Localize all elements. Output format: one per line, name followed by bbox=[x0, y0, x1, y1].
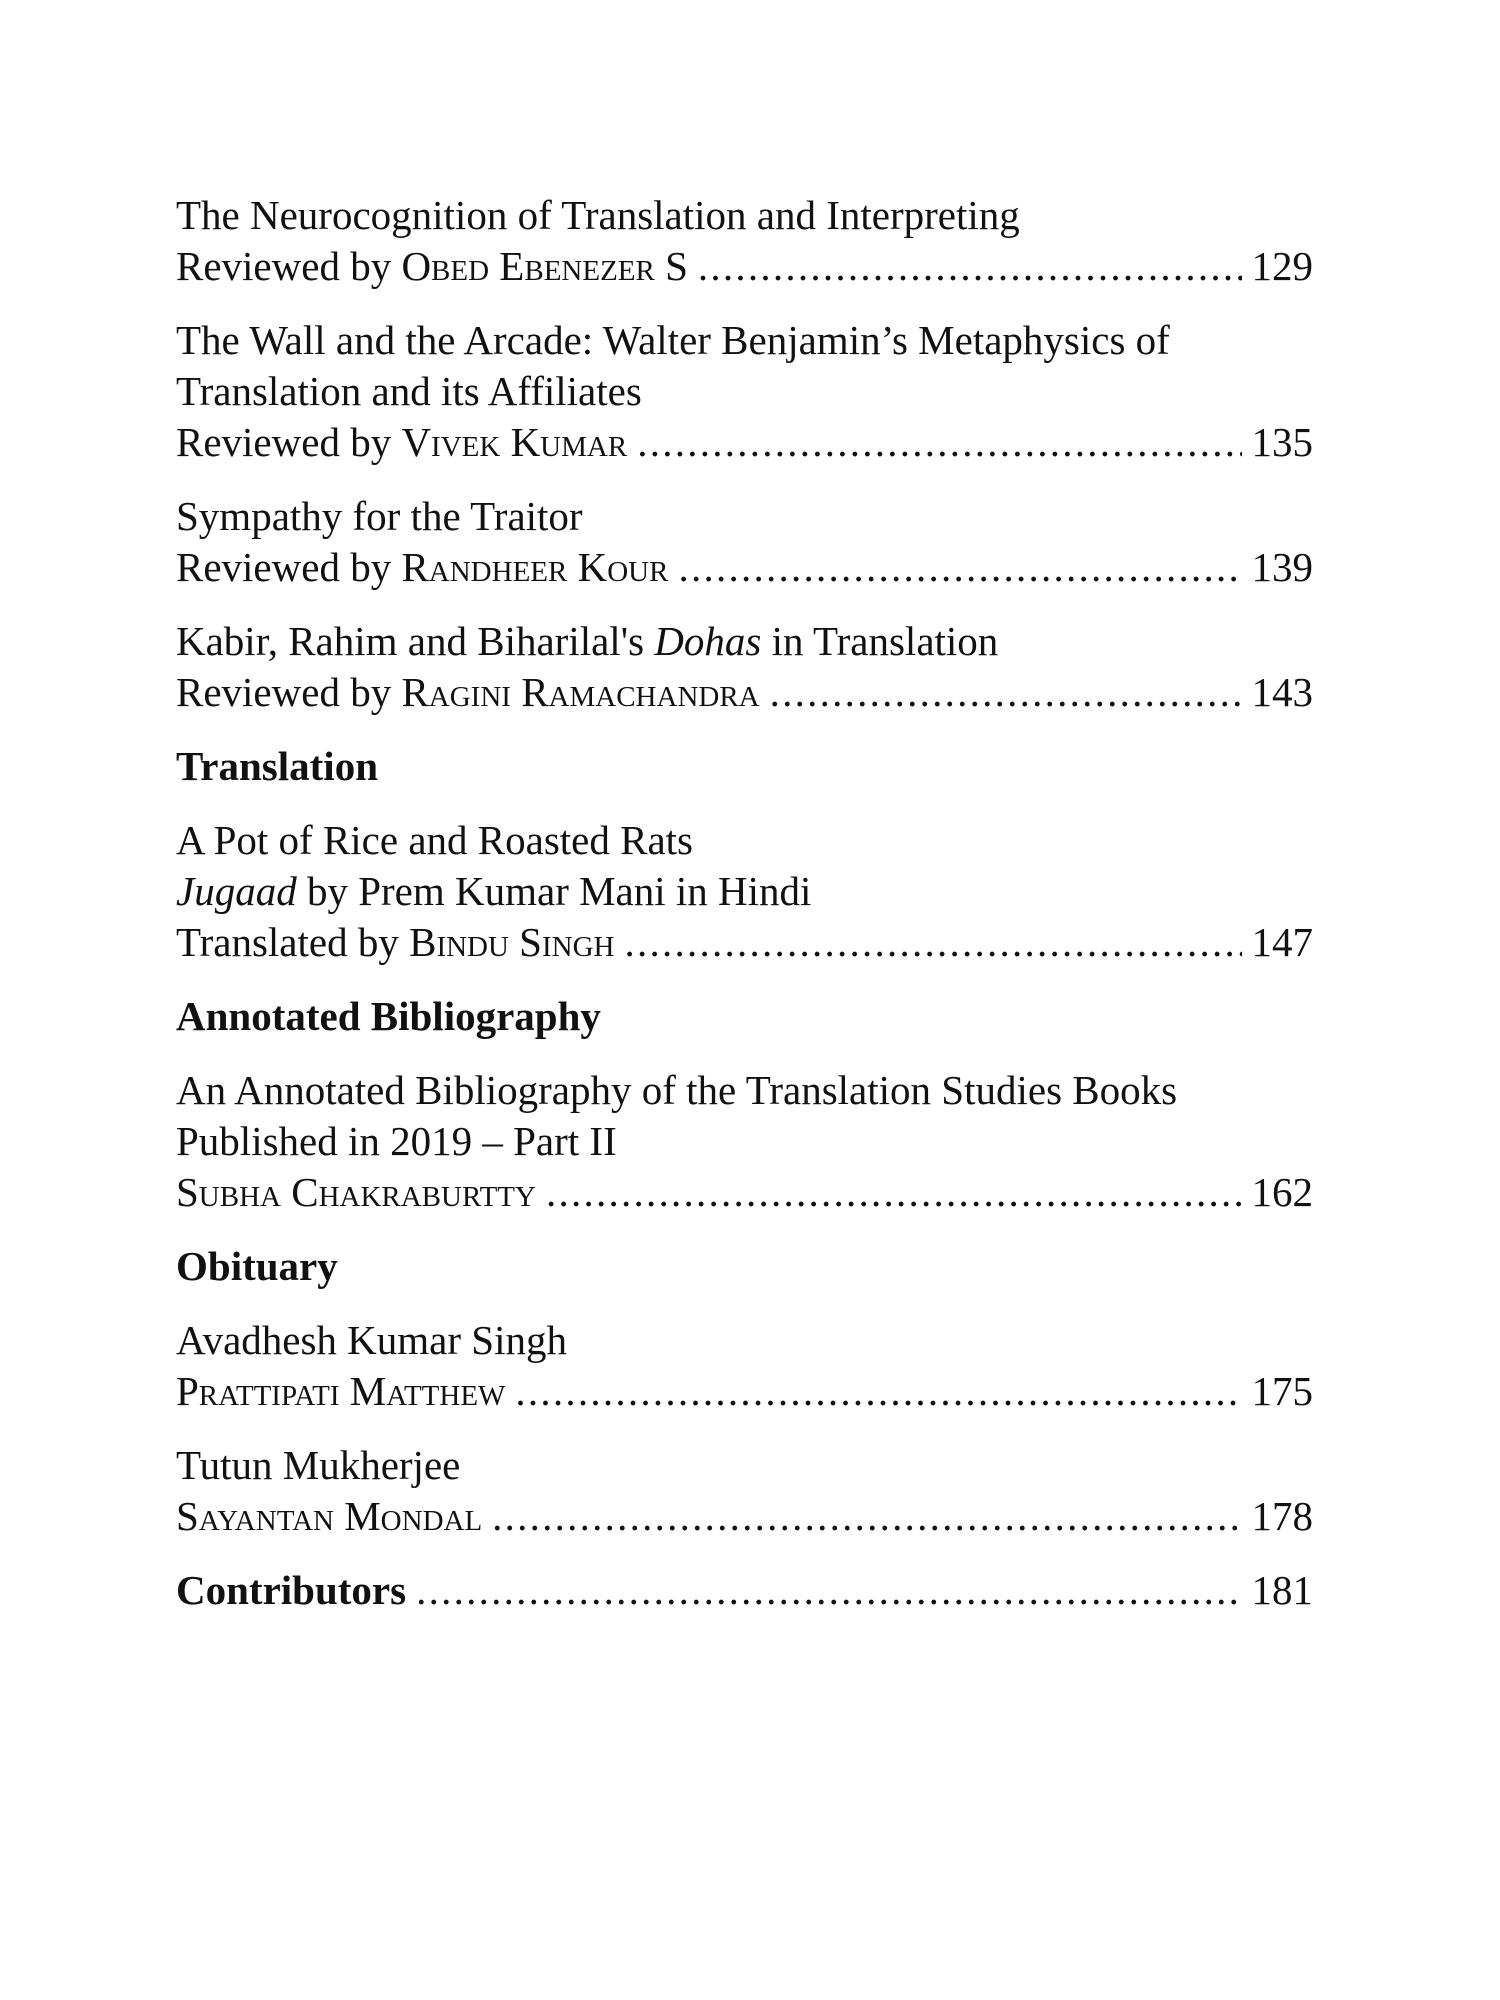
page-number: 175 bbox=[1251, 1368, 1313, 1414]
entry-byline bbox=[176, 1167, 1313, 1218]
dot-leader bbox=[770, 667, 1242, 718]
dot-leader bbox=[678, 542, 1241, 593]
entry-title-continued: Published in 2019 – Part II bbox=[176, 1118, 617, 1164]
page-number: 178 bbox=[1251, 1493, 1313, 1539]
byline-prefix: Reviewed by bbox=[176, 243, 402, 289]
entry-byline bbox=[176, 1366, 1313, 1417]
author-name: Prattipati Matthew bbox=[176, 1368, 506, 1414]
byline-prefix: Reviewed by bbox=[176, 669, 402, 715]
toc-entry bbox=[176, 315, 1313, 468]
byline-prefix: Translated by bbox=[176, 919, 410, 965]
entry-byline bbox=[176, 667, 1313, 718]
dot-leader bbox=[624, 917, 1241, 968]
author-name: Obed Ebenezer S bbox=[401, 243, 688, 289]
section-heading-translation: Translation bbox=[176, 743, 378, 789]
page-number: 143 bbox=[1251, 669, 1313, 715]
entry-title: A Pot of Rice and Roasted Rats bbox=[176, 817, 694, 863]
entry-title-continued: Translation and its Affiliates bbox=[176, 368, 642, 414]
toc-entry bbox=[176, 1065, 1313, 1218]
byline-prefix: Reviewed by bbox=[176, 544, 402, 590]
entry-byline bbox=[176, 917, 1313, 968]
author-name: Bindu Singh bbox=[409, 919, 615, 965]
toc-entry bbox=[176, 1440, 1313, 1542]
entry-byline bbox=[176, 241, 1313, 292]
author-name: Subha Chakraburtty bbox=[176, 1169, 536, 1215]
toc-entry bbox=[176, 1315, 1313, 1417]
author-name: Vivek Kumar bbox=[401, 419, 628, 465]
dot-leader bbox=[546, 1167, 1242, 1218]
author-name: Sayantan Mondal bbox=[176, 1493, 483, 1539]
section-heading-obituary: Obituary bbox=[176, 1243, 338, 1289]
dot-leader bbox=[637, 417, 1241, 468]
toc-entry bbox=[176, 616, 1313, 718]
entry-source bbox=[176, 866, 1313, 917]
author-name: Randheer Kour bbox=[401, 544, 669, 590]
entry-byline bbox=[176, 542, 1313, 593]
entry-byline bbox=[176, 417, 1313, 468]
page-number: 135 bbox=[1251, 419, 1313, 465]
page-number: 162 bbox=[1251, 1169, 1313, 1215]
title-text: Kabir, Rahim and Biharilal's bbox=[176, 618, 655, 664]
source-title-italic: Jugaad bbox=[176, 868, 297, 914]
table-of-contents bbox=[176, 190, 1313, 1616]
dot-leader bbox=[416, 1565, 1241, 1616]
page-number: 181 bbox=[1251, 1567, 1313, 1613]
page-number: 147 bbox=[1251, 919, 1313, 965]
toc-entry-contributors bbox=[176, 1565, 1313, 1616]
section-heading-bibliography: Annotated Bibliography bbox=[176, 993, 601, 1039]
page-number: 129 bbox=[1251, 243, 1313, 289]
source-text: by Prem Kumar Mani in Hindi bbox=[296, 868, 812, 914]
dot-leader bbox=[515, 1366, 1241, 1417]
dot-leader bbox=[492, 1491, 1241, 1542]
contributors-label: Contributors bbox=[176, 1567, 407, 1613]
author-name: Ragini Ramachandra bbox=[401, 669, 760, 715]
byline-prefix: Reviewed by bbox=[176, 419, 402, 465]
toc-entry bbox=[176, 491, 1313, 593]
dot-leader bbox=[698, 241, 1242, 292]
entry-title: Sympathy for the Traitor bbox=[176, 493, 583, 539]
title-text: in Translation bbox=[761, 618, 999, 664]
toc-entry bbox=[176, 190, 1313, 292]
entry-title: An Annotated Bibliography of the Translation Studies Books bbox=[176, 1067, 1178, 1113]
entry-title: Avadhesh Kumar Singh bbox=[176, 1317, 567, 1363]
title-italic-text: Dohas bbox=[654, 618, 762, 664]
entry-title: The Wall and the Arcade: Walter Benjamin’s Metaphysics of bbox=[176, 317, 1170, 363]
toc-entry bbox=[176, 815, 1313, 968]
entry-title: The Neurocognition of Translation and Interpreting bbox=[176, 192, 1020, 238]
entry-title bbox=[176, 616, 1313, 667]
entry-byline bbox=[176, 1491, 1313, 1542]
entry-title: Tutun Mukherjee bbox=[176, 1442, 461, 1488]
page-number: 139 bbox=[1251, 544, 1313, 590]
